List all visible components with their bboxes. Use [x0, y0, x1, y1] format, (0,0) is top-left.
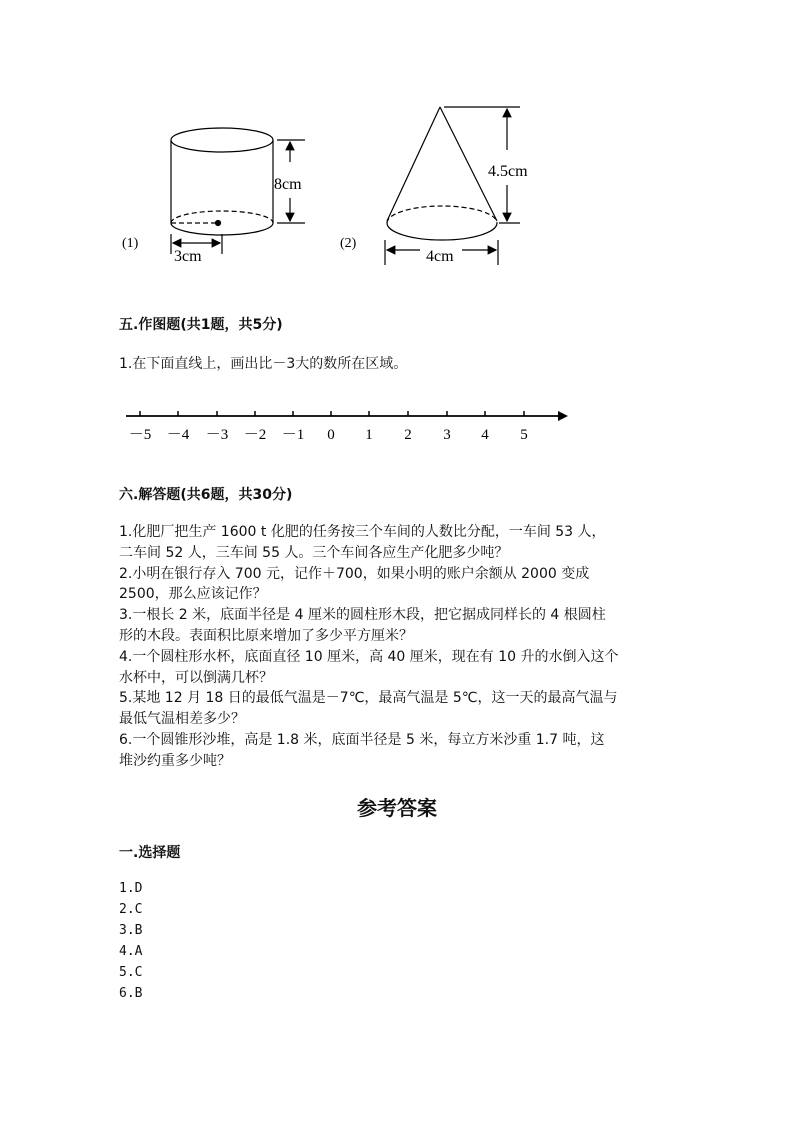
- answer-item: 6.B: [119, 986, 143, 1001]
- question-line: 最低气温相差多少？: [119, 711, 245, 728]
- question-item: [119, 730, 619, 772]
- number-line-label: －2: [243, 427, 267, 443]
- cone-height-label: 4.5cm: [488, 163, 528, 180]
- cone-figure: [385, 107, 520, 265]
- question-line: 水杯中，可以倒满几杯？: [119, 669, 273, 686]
- number-line-label: －3: [205, 427, 229, 443]
- number-line-label: －5: [128, 427, 152, 443]
- question-item: [119, 688, 619, 730]
- question-line: 5.某地 12 月 18 日的最低气温是－7℃，最高气温是 5℃，这一天的最高气温与: [119, 690, 618, 707]
- section5-title: 五.作图题(共1题，共5分): [119, 317, 283, 333]
- question-item: [119, 564, 619, 606]
- cone-index-label: (2): [340, 236, 357, 251]
- number-line-label: 3: [443, 427, 451, 443]
- answers-title: 参考答案: [357, 796, 437, 820]
- section5-question: 1.在下面直线上，画出比－3大的数所在区域。: [119, 356, 408, 372]
- number-line[interactable]: [0, 400, 794, 450]
- question-item: [119, 605, 619, 647]
- cylinder-index-label: (1): [122, 236, 139, 251]
- number-line-label: 4: [481, 427, 489, 443]
- question-line: 3.一根长 2 米，底面半径是 4 厘米的圆柱形木段，把它据成同样长的 4 根圆柱: [119, 607, 606, 624]
- answer-item: 2.C: [119, 902, 143, 917]
- number-line-arrow-icon: [558, 411, 568, 421]
- question-line: 2.小明在银行存入 700 元，记作＋700，如果小明的账户余额从 2000 变成: [119, 565, 590, 582]
- question-item: [119, 647, 619, 689]
- number-line-label: 5: [520, 427, 528, 443]
- number-line-label: 2: [404, 427, 412, 443]
- question-line: 二车间 52 人，三车间 55 人。三个车间各应生产化肥多少吨？: [119, 544, 509, 561]
- cylinder-height-label: 8cm: [274, 176, 302, 193]
- number-line-label: 0: [327, 427, 335, 443]
- number-line-label: －1: [281, 427, 305, 443]
- number-line-label: 1: [365, 427, 373, 443]
- section6-title: 六.解答题(共6题，共30分): [119, 487, 293, 503]
- answers-section1-title: 一.选择题: [119, 845, 181, 861]
- question-line: 4.一个圆柱形水杯，底面直径 10 厘米，高 40 厘米，现在有 10 升的水倒入这个: [119, 648, 619, 665]
- question-line: 1.化肥厂把生产 1600 t 化肥的任务按三个车间的人数比分配，一车间 53 人，: [119, 524, 606, 540]
- question-line: 6.一个圆锥形沙堆，高是 1.8 米，底面半径是 5 米，每立方米沙重 1.7 吨，这: [119, 731, 605, 748]
- question-line: 2500，那么应该记作？: [119, 586, 267, 603]
- number-line-label: －4: [166, 427, 190, 443]
- question-item: [119, 522, 619, 564]
- geometry-figures: [0, 0, 794, 280]
- question-line: 形的木段。表面积比原来增加了多少平方厘米？: [119, 627, 413, 644]
- answer-item: 3.B: [119, 923, 143, 938]
- answer-item: 5.C: [119, 965, 143, 980]
- answer-item: 1.D: [119, 881, 143, 896]
- cylinder-radius-label: 3cm: [174, 248, 202, 265]
- cone-diameter-label: 4cm: [426, 248, 454, 265]
- answers-list: [119, 878, 142, 1004]
- question-line: 堆沙约重多少吨？: [119, 752, 231, 769]
- section6-questions: [119, 522, 619, 772]
- answer-item: 4.A: [119, 944, 143, 959]
